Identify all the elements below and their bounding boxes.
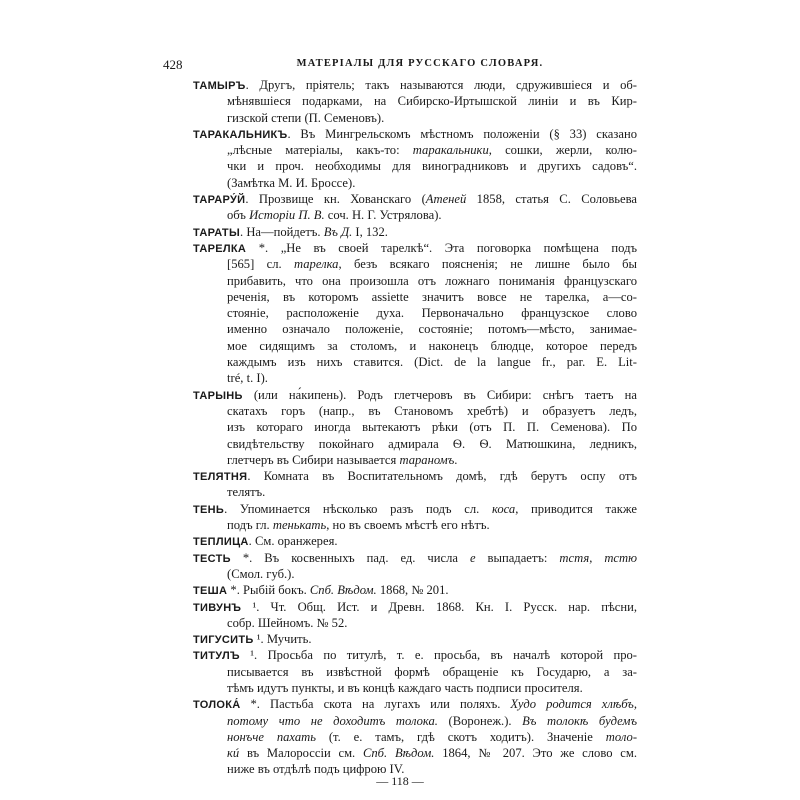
entry-line (193, 452, 637, 468)
italic-citation: потому что не доходитъ толока. (227, 713, 438, 728)
dictionary-entry (193, 631, 637, 647)
headword: ТИТУЛЪ (193, 650, 240, 663)
entry-line (193, 370, 637, 386)
entry-line (193, 191, 637, 207)
entry-text: каждымъ изъ нихъ ставится. (Dict. de la langue fr., par. E. Lit- (227, 355, 637, 370)
entry-text: . Комната въ Воспитательномъ домѣ, гдѣ берутъ оспу отъ (247, 469, 637, 484)
headword: ТЕСТЬ (193, 552, 231, 565)
entry-line (193, 517, 637, 533)
entry-text: , приводится также (515, 501, 637, 516)
entry-line (193, 501, 637, 517)
entry-line (193, 175, 637, 191)
entry-text: тѣмъ идутъ пункты, и въ концѣ каждаго часть подписи просителя. (227, 680, 583, 695)
entry-text: гизской степи (П. Семеновъ). (227, 110, 385, 125)
entry-text: . См. оранжерея. (248, 534, 338, 549)
entry-line (193, 93, 637, 109)
italic-citation: Спб. Вѣдом. (309, 583, 377, 598)
entry-text: *. Рыбій бокъ. (227, 583, 310, 598)
entry-line (193, 256, 637, 272)
entry-text: . На—пойдетъ. (240, 224, 324, 239)
entry-line (193, 664, 637, 680)
headword: ТЕНЬ (193, 503, 225, 516)
dictionary-entry (193, 224, 637, 240)
entry-text: прибавить, что она произошла отъ ложнаго пониманія французскаго (227, 273, 637, 288)
entry-line (193, 207, 637, 223)
italic-citation: тстю (604, 550, 637, 565)
entry-text: мое сидящимъ за столомъ, и наконецъ блюдце, которое передъ (227, 338, 637, 353)
entry-line (193, 321, 637, 337)
italic-citation: Исторіи П. В. (249, 208, 325, 223)
entry-text: . Прозвище кн. Хованскаго ( (245, 192, 426, 207)
italic-citation: кú (227, 746, 240, 761)
entry-line (193, 142, 637, 158)
entry-text: [565] сл. (227, 257, 294, 272)
dictionary-entries (193, 77, 637, 778)
running-title: МАТЕРІАЛЫ ДЛЯ РУССКАГО СЛОВАРЯ. (296, 58, 544, 69)
entry-text: объ (227, 208, 250, 223)
entry-text: глетчеръ въ Сибири называется (227, 452, 400, 467)
entry-text: подъ гл. (227, 518, 273, 533)
entry-text: свидѣтельству покойнаго адмирала Ѳ. Ѳ. Матюшкина, ледникъ, (227, 436, 637, 451)
entry-line (193, 550, 637, 566)
dictionary-entry (193, 240, 637, 387)
entry-text: стояніе, расположеніе духа. Первоначально французское слово (227, 306, 637, 321)
entry-line (193, 273, 637, 289)
entry-text: ¹. Мучить. (253, 632, 312, 647)
entry-line (193, 566, 637, 582)
entry-text: телятъ. (227, 485, 266, 500)
italic-citation: Худо родится хлѣбъ, (510, 697, 637, 712)
page-header (163, 57, 637, 75)
headword: ТАМЫРЪ (193, 80, 246, 92)
entry-text: изъ котораго иногда вытекаютъ рѣки (отъ П. П. Семенова). По (227, 420, 637, 435)
page-number: 428 (163, 57, 183, 72)
headword: ТЕПЛИЦА (193, 536, 249, 549)
entry-text: чки и проч. необходимы для виноградниковъ и другихъ садовъ“. (227, 159, 637, 174)
italic-citation: Въ Д. (323, 224, 353, 239)
entry-line (193, 582, 637, 598)
entry-text: писывается въ извѣстной формѣ обращеніе къ Государю, а за- (227, 664, 637, 679)
dictionary-entry (193, 77, 637, 126)
entry-text: *. Въ косвенныхъ пад. ед. числа (230, 550, 470, 565)
headword: ТИВУНЪ (193, 601, 242, 614)
dictionary-entry (193, 533, 637, 549)
entry-line (193, 615, 637, 631)
entry-line (193, 387, 637, 403)
entry-line (193, 305, 637, 321)
entry-line (193, 484, 637, 500)
entry-text: ниже въ отдѣлѣ подъ цифрою IV. (227, 762, 405, 777)
entry-line (193, 729, 637, 745)
dictionary-entry (193, 501, 637, 534)
entry-text: „лѣсные матеріалы, какъ-то: (227, 143, 413, 158)
entry-text: 1864, № 207. Это же слово см. (434, 746, 637, 761)
entry-text: , безъ всякаго поясненія; не лишне было бы (338, 257, 637, 272)
entry-text: , но въ своемъ мѣстѣ его нѣтъ. (326, 518, 490, 533)
entry-line (193, 403, 637, 419)
entry-line (193, 224, 637, 240)
headword: ТАРЕЛКА (193, 242, 247, 255)
entry-text: собр. Шейномъ. № 52. (227, 615, 348, 630)
entry-line (193, 680, 637, 696)
entry-line (193, 419, 637, 435)
entry-text: . Упоминается нѣсколько разъ подъ сл. (224, 501, 492, 516)
italic-citation: тстя (559, 550, 590, 565)
entry-text: выпадаетъ: (475, 550, 560, 565)
italic-citation: тараномъ (399, 452, 455, 467)
italic-citation: нонъче пахать (227, 729, 316, 744)
entry-line (193, 599, 637, 615)
entry-text: *. „Не въ своей тарелкѣ“. Эта поговорка помѣщена подъ (246, 240, 637, 255)
entry-text: реченія, въ которомъ assiette значитъ вовсе не тарелка, а—со- (227, 289, 637, 304)
entry-line (193, 240, 637, 256)
folio-number: — 118 — (376, 774, 424, 788)
headword: ТАРЫНЬ (193, 389, 243, 402)
entry-text: . (454, 452, 458, 467)
entry-text: , сошки, жерли, колю- (488, 143, 637, 158)
entry-line (193, 631, 637, 647)
italic-citation: е (469, 550, 476, 565)
italic-citation: толо- (605, 729, 637, 744)
entry-text: (или на́кипень). Родъ глетчеровъ въ Сибири: снѣгъ таетъ на (242, 387, 637, 402)
italic-citation: коса (491, 501, 516, 516)
entry-line (193, 77, 637, 93)
entry-line (193, 110, 637, 126)
entry-line (193, 745, 637, 761)
entry-line (193, 338, 637, 354)
italic-citation: Спб. Вѣдом. (362, 746, 435, 761)
entry-line (193, 533, 637, 549)
italic-citation: Атеней (425, 192, 467, 207)
entry-text: въ Малороссіи см. (239, 746, 363, 761)
entry-line (193, 436, 637, 452)
entry-line (193, 713, 637, 729)
entry-text: (Воронеж.). (437, 713, 523, 728)
entry-text: именно означало положеніе, состояніе; потомъ—мѣсто, занимае- (227, 322, 637, 337)
headword: ТАРАТЫ (193, 226, 241, 239)
entry-text: , (589, 550, 605, 565)
dictionary-entry (193, 647, 637, 696)
entry-text: (Смол. губ.). (227, 566, 295, 581)
headword: ТАРАКАЛЬНИКЪ (193, 128, 288, 141)
entry-text: скатахъ горъ (напр., въ Становомъ хребтѣ) и образуетъ ледъ, (227, 403, 637, 418)
entry-line (193, 354, 637, 370)
headword: ТИГУСИТЬ (193, 634, 254, 647)
headword: ТОЛОКА́ (193, 699, 241, 712)
entry-text: соч. Н. Г. Устрялова). (324, 208, 442, 223)
dictionary-entry (193, 550, 637, 583)
entry-line (193, 696, 637, 712)
entry-text: (т. е. тамъ, гдѣ скотъ ходитъ). Значеніе (315, 729, 606, 744)
headword: ТЕЛЯТНЯ (193, 471, 248, 484)
dictionary-entry (193, 696, 637, 777)
headword: ТАРАРУ́Й (193, 194, 246, 207)
entry-text: ¹. Чт. Общ. Ист. и Древн. 1868. Кн. I. Русск. нар. пѣсни, (241, 599, 637, 614)
entry-text: tré, t. I). (227, 371, 268, 386)
entry-text: . Въ Мингрельскомъ мѣстномъ положеніи (§ 33) сказано (287, 126, 637, 141)
italic-citation: тенькать (272, 518, 327, 533)
italic-citation: таракальники (412, 143, 489, 158)
entry-text: мѣнявшіеся подарками, на Сибирско-Иртышской линіи и въ Кир- (227, 94, 637, 109)
entry-text: . Другъ, пріятель; такъ называются люди, сдружившіеся и об- (245, 78, 637, 92)
dictionary-entry (193, 599, 637, 632)
entry-line (193, 647, 637, 663)
dictionary-entry (193, 387, 637, 468)
entry-text: ¹. Просьба по титулѣ, т. е. просьба, въ началѣ которой про- (239, 648, 637, 663)
entry-line (193, 158, 637, 174)
entry-text: 1858, статья С. Соловьева (466, 192, 637, 207)
dictionary-entry (193, 582, 637, 598)
entry-text: 1868, № 201. (376, 583, 449, 598)
dictionary-entry (193, 126, 637, 191)
entry-text: (Замѣтка М. И. Броссе). (227, 175, 356, 190)
dictionary-entry (193, 191, 637, 224)
dictionary-entry (193, 468, 637, 501)
entry-line (193, 126, 637, 142)
entry-line (193, 289, 637, 305)
entry-line (193, 468, 637, 484)
italic-citation: Въ толокѣ будемъ (522, 713, 637, 728)
entry-text: *. Пастьба скота на лугахъ или поляхъ. (240, 697, 511, 712)
headword: ТЕША (193, 585, 228, 598)
entry-text: I, 132. (352, 224, 388, 239)
italic-citation: тарелка (294, 257, 339, 272)
